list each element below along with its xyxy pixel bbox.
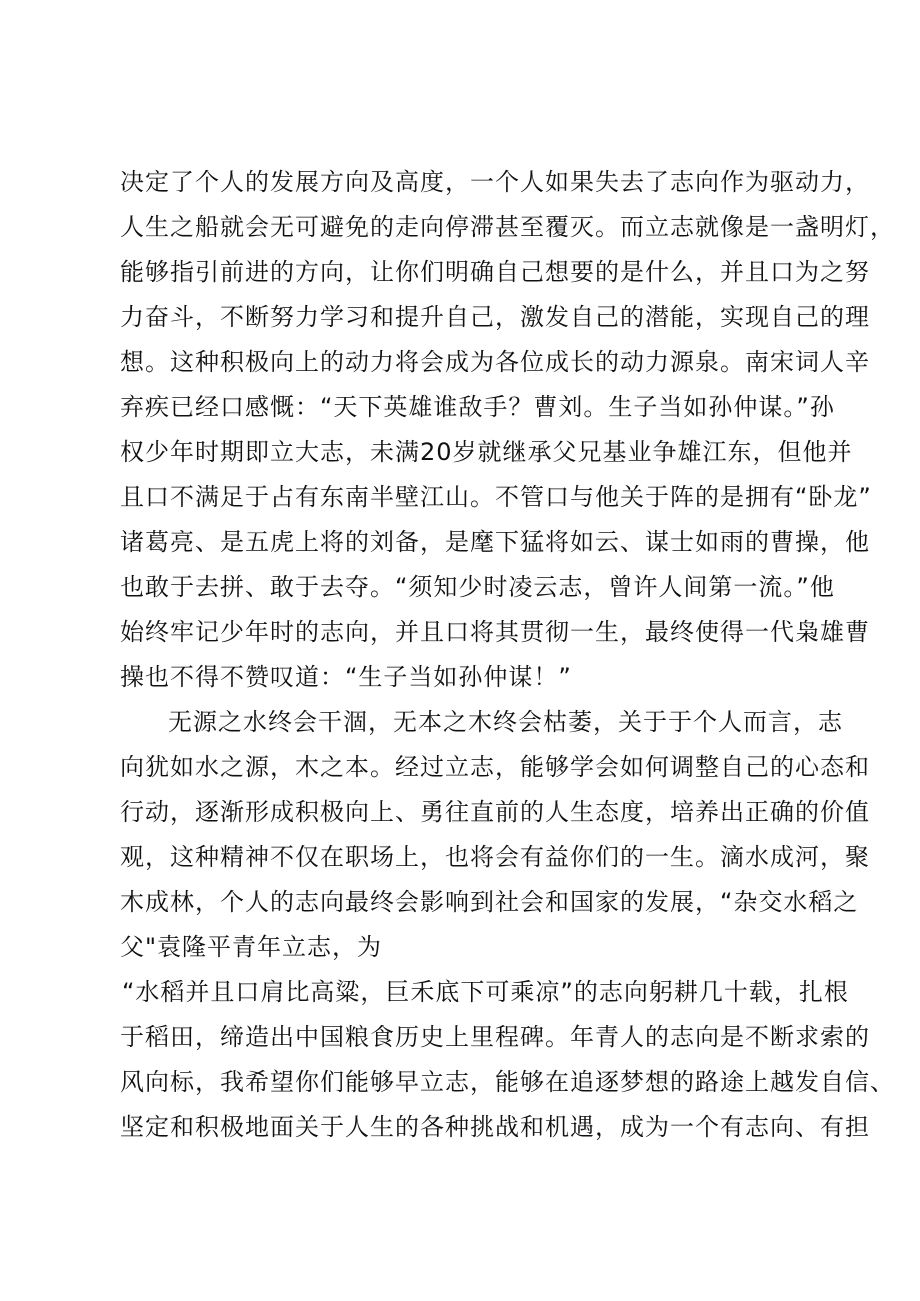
text-line: 始终牢记少年时的志向，并且口将其贯彻一生，最终使得一代枭雄曹 <box>120 618 870 646</box>
text-line: 诸葛亮、是五虎上将的刘备，是麾下猛将如云、谋士如雨的曹操，他 <box>120 528 870 556</box>
text-line: 弃疾已经口感慨：“天下英雄谁敌手？曹刘。生子当如孙仲谋。”孙 <box>120 393 835 421</box>
text-line: 观，这种精神不仅在职场上，也将会有益你们的一生。滴水成河，聚 <box>120 843 870 871</box>
text-line: 人生之船就会无可避免的走向停滞甚至覆灭。而立志就像是一盏明灯， <box>120 213 895 241</box>
text-line: 坚定和积极地面关于人生的各种挑战和机遇，成为一个有志向、有担 <box>120 1113 870 1141</box>
paragraph-end-line: 操也不得不赞叹道：“生子当如孙仲谋！” <box>120 663 572 691</box>
text-line: 风向标，我希望你们能够早立志，能够在追逐梦想的路途上越发自信、 <box>120 1068 895 1096</box>
text-line: 行动，逐渐形成积极向上、勇往直前的人生态度，培养出正确的价值 <box>120 798 870 826</box>
text-line: 向犹如水之源，木之本。经过立志，能够学会如何调整自己的心态和 <box>120 753 870 781</box>
text-line: 决定了个人的发展方向及高度，一个人如果失去了志向作为驱动力， <box>120 168 870 196</box>
text-line: 力奋斗，不断努力学习和提升自己，激发自己的潜能，实现自己的理 <box>120 303 870 331</box>
text-line: 木成林，个人的志向最终会影响到社会和国家的发展，“杂交水稻之 <box>120 888 859 916</box>
text-line: 也敢于去拼、敢于去夺。“须知少时凌云志，曾许人间第一流。”他 <box>120 573 835 601</box>
text-line: 权少年时期即立大志，未满20岁就继承父兄基业争雄江东，但他并 <box>120 438 853 466</box>
text-line: 能够指引前进的方向，让你们明确自己想要的是什么，并且口为之努 <box>120 258 870 286</box>
text-line: 父"袁隆平青年立志，为 <box>120 933 383 961</box>
text-line: 于稻田，缔造出中国粮食历史上里程碑。年青人的志向是不断求索的 <box>120 1023 870 1051</box>
text-line: 想。这种积极向上的动力将会成为各位成长的动力源泉。南宋词人辛 <box>120 348 870 376</box>
text-line: “水稻并且口肩比高粱，巨禾底下可乘凉”的志向躬耕几十载，扎根 <box>122 978 849 1006</box>
text-line: 且口不满足于占有东南半壁江山。不管口与他关于阵的是拥有“卧龙” <box>120 483 872 511</box>
paragraph-first-line: 无源之水终会干涸，无本之木终会枯萎，关于于个人而言，志 <box>168 708 843 736</box>
